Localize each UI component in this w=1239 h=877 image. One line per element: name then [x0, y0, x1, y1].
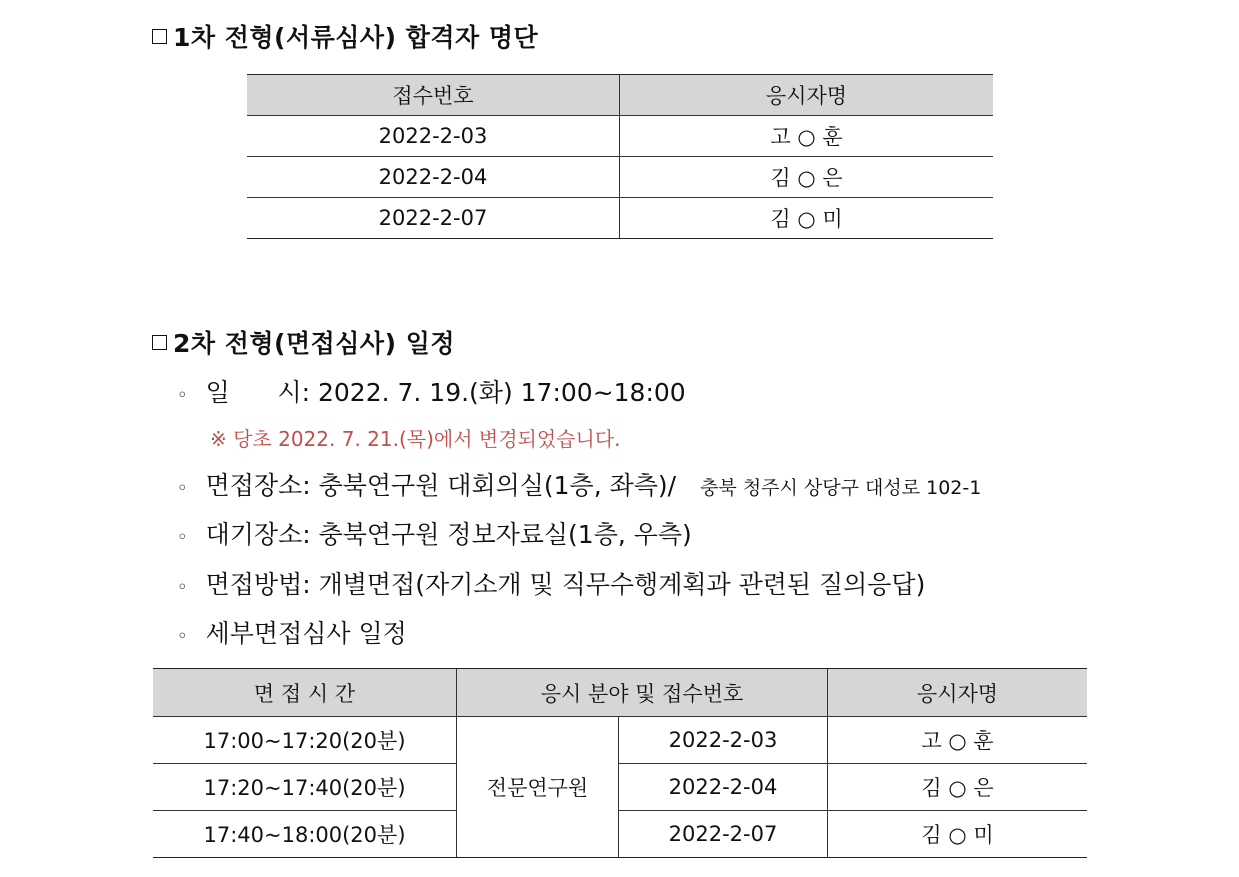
applicant-name: 김 ○ 은 — [620, 157, 994, 198]
header-applicant-name: 응시자명 — [828, 669, 1088, 717]
section2-heading — [152, 324, 455, 360]
schedule-label: 세부면접심사 일정 — [205, 619, 407, 648]
venue-item — [177, 466, 981, 502]
application-no: 2022-2-03 — [619, 717, 828, 764]
table-row — [247, 157, 993, 198]
applicant-name: 김 ○ 은 — [828, 764, 1088, 811]
change-note: ※ 당초 2022. 7. 21.(목)에서 변경되었습니다. — [210, 427, 621, 451]
application-no: 2022-2-07 — [619, 811, 828, 858]
applicant-name: 고 ○ 훈 — [620, 116, 994, 157]
field-name: 전문연구원 — [457, 717, 619, 858]
bullet-icon: ◦ — [177, 478, 188, 499]
table-row — [247, 198, 993, 239]
section1-heading — [152, 18, 538, 54]
application-no: 2022-2-04 — [619, 764, 828, 811]
datetime-item — [177, 373, 686, 409]
application-no: 2022-2-07 — [247, 198, 620, 239]
venue-text: 면접장소: 충북연구원 대회의실(1층, 좌측)/ — [205, 471, 677, 500]
square-bullet-icon — [152, 29, 167, 44]
header-applicant-name: 응시자명 — [620, 75, 994, 116]
applicant-name: 고 ○ 훈 — [828, 717, 1088, 764]
interview-time: 17:40~18:00(20분) — [153, 811, 457, 858]
table-row — [247, 116, 993, 157]
table-header-row — [247, 75, 993, 116]
header-interview-time: 면 접 시 간 — [153, 669, 457, 717]
applicant-name: 김 ○ 미 — [620, 198, 994, 239]
square-bullet-icon — [152, 335, 167, 350]
header-application-no: 접수번호 — [247, 75, 620, 116]
datetime-text: 일 시: 2022. 7. 19.(화) 17:00~18:00 — [205, 378, 686, 407]
method-text: 면접방법: 개별면접(자기소개 및 직무수행계획과 관련된 질의응답) — [205, 570, 926, 599]
schedule-item — [177, 614, 407, 650]
bullet-icon: ◦ — [177, 626, 188, 647]
interview-schedule-table — [153, 668, 1087, 858]
venue-address: 충북 청주시 상당구 대성로 102-1 — [700, 477, 982, 499]
table-row — [153, 717, 1087, 764]
interview-time: 17:20~17:40(20분) — [153, 764, 457, 811]
applicant-name: 김 ○ 미 — [828, 811, 1088, 858]
table-row — [153, 811, 1087, 858]
application-no: 2022-2-03 — [247, 116, 620, 157]
section2-title: 2차 전형(면접심사) 일정 — [173, 329, 456, 358]
application-no: 2022-2-04 — [247, 157, 620, 198]
method-item — [177, 565, 925, 601]
bullet-icon: ◦ — [177, 527, 188, 548]
bullet-icon: ◦ — [177, 385, 188, 406]
passers-table — [247, 74, 993, 239]
waiting-text: 대기장소: 충북연구원 정보자료실(1층, 우측) — [205, 520, 692, 549]
waiting-item — [177, 515, 692, 551]
interview-time: 17:00~17:20(20분) — [153, 717, 457, 764]
table-row — [153, 764, 1087, 811]
header-field-and-no: 응시 분야 및 접수번호 — [457, 669, 828, 717]
section1-title: 1차 전형(서류심사) 합격자 명단 — [173, 23, 539, 52]
table-header-row — [153, 669, 1087, 717]
bullet-icon: ◦ — [177, 577, 188, 598]
